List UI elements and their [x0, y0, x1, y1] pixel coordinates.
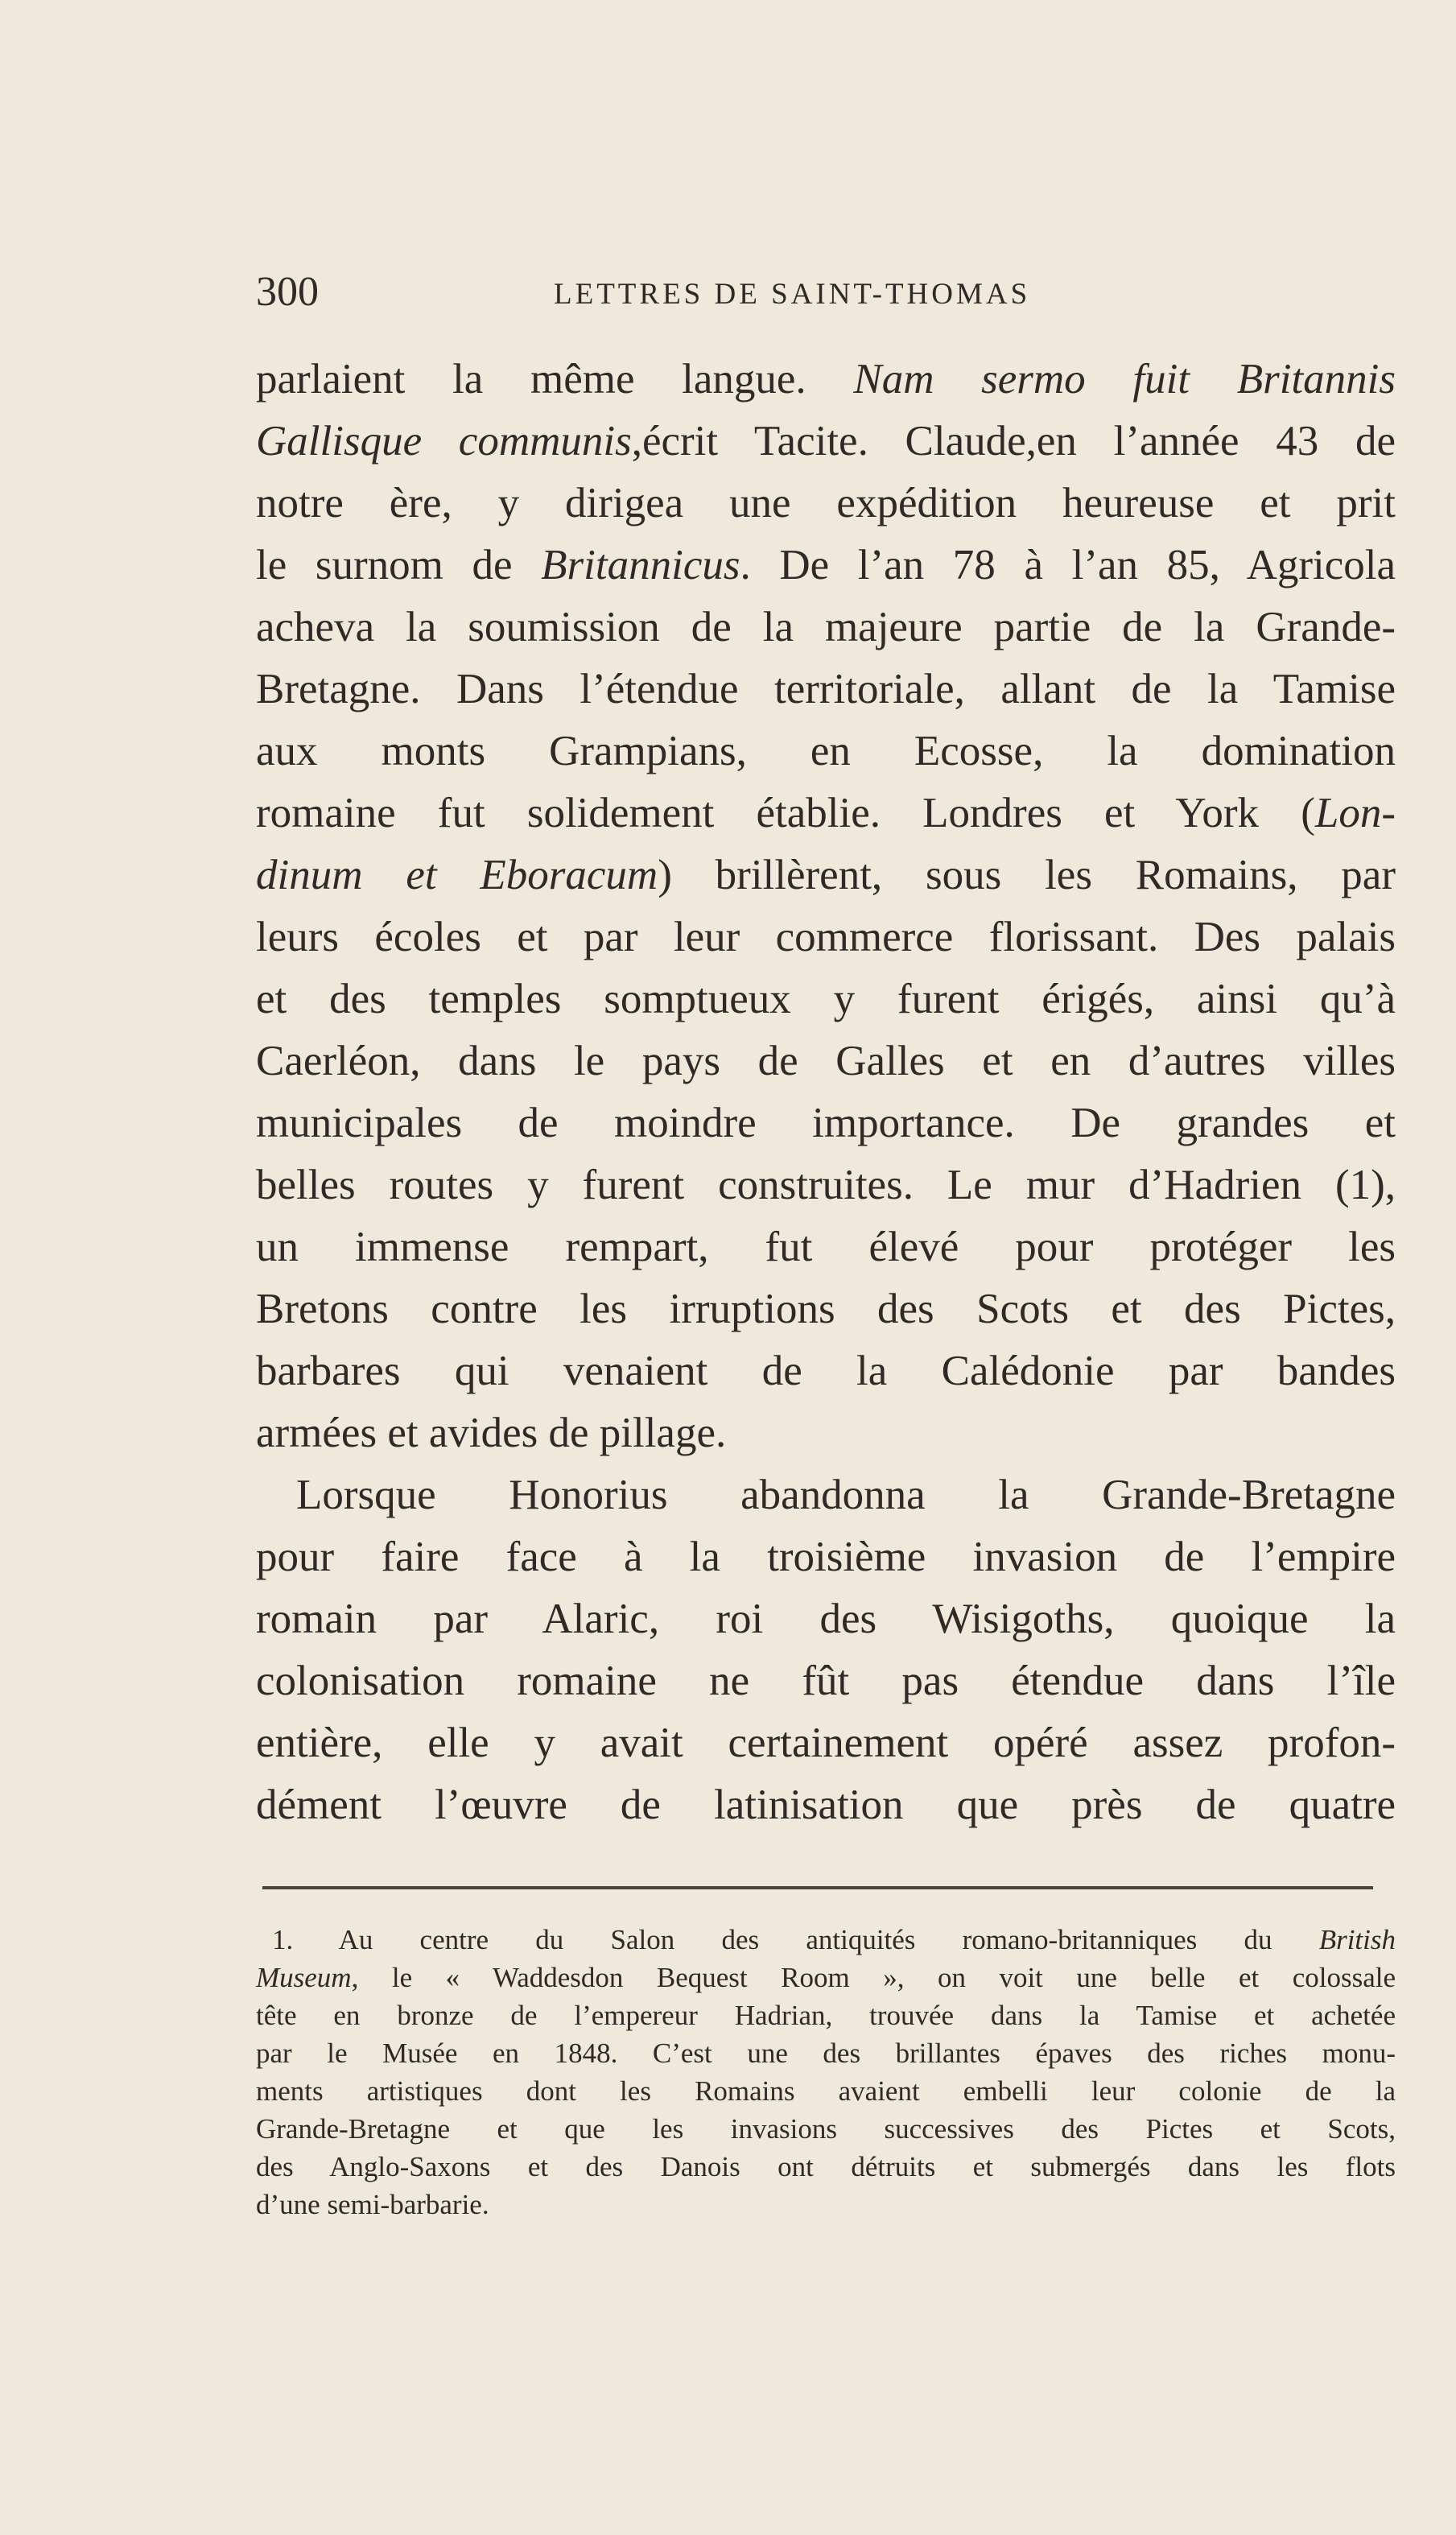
text-line: acheva la soumission de la majeure partie de la Grande-: [256, 604, 1396, 650]
text-line: Lorsque Honorius abandonna la Grande-Bretagne: [296, 1472, 1396, 1518]
text-line: parlaient la même langue. Nam sermo fuit Britannis: [256, 356, 1396, 403]
text-line: Caerléon, dans le pays de Galles et en d’autres villes: [256, 1038, 1396, 1084]
footnote-line: Grande-Bretagne et que les invasions successives des Pictes et Scots,: [256, 2113, 1396, 2145]
text-line: romaine fut solidement établie. Londres et York (Lon-: [256, 790, 1396, 836]
text-line: aux monts Grampians, en Ecosse, la domination: [256, 728, 1396, 774]
footnote-line: tête en bronze de l’empereur Hadrian, trouvée dans la Tamise et achetée: [256, 2000, 1396, 2031]
text-line: pour faire face à la troisième invasion de l’empire: [256, 1534, 1396, 1580]
text-line: notre ère, y dirigea une expédition heureuse et prit: [256, 480, 1396, 526]
text-line: dément l’œuvre de latinisation que près de quatre: [256, 1782, 1396, 1828]
footnote-line: des Anglo-Saxons et des Danois ont détruits et submergés dans les flots: [256, 2151, 1396, 2182]
text-line: Bretons contre les irruptions des Scots et des Pictes,: [256, 1286, 1396, 1332]
page-header: [256, 264, 1093, 320]
text-line: dinum et Eboracum) brillèrent, sous les Romains, par: [256, 852, 1396, 898]
text-line: colonisation romaine ne fût pas étendue dans l’île: [256, 1658, 1396, 1704]
footnote-line: Museum, le « Waddesdon Bequest Room », on voit une belle et colossale: [256, 1962, 1396, 1993]
text-line: municipales de moindre importance. De grandes et: [256, 1100, 1396, 1146]
footnote-line: par le Musée en 1848. C’est une des brillantes épaves des riches monu-: [256, 2037, 1396, 2069]
text-line: Gallisque communis,écrit Tacite. Claude,en l’année 43 de: [256, 418, 1396, 464]
page-number: 300: [256, 269, 319, 315]
footnote: [256, 1921, 1396, 2223]
text-line: belles routes y furent construites. Le mur d’Hadrien (1),: [256, 1162, 1396, 1208]
footnote-line: 1. Au centre du Salon des antiquités romano-britanniques du British: [272, 1924, 1396, 1955]
text-line: armées et avides de pillage.: [256, 1410, 727, 1456]
main-text: [256, 349, 1396, 1836]
text-line: barbares qui venaient de la Calédonie par bandes: [256, 1348, 1396, 1394]
text-line: romain par Alaric, roi des Wisigoths, quoique la: [256, 1596, 1396, 1642]
footnote-divider: [262, 1886, 1373, 1889]
text-line: leurs écoles et par leur commerce florissant. Des palais: [256, 914, 1396, 960]
text-line: et des temples somptueux y furent érigés, ainsi qu’à: [256, 976, 1396, 1022]
footnote-line: d’une semi-barbarie.: [256, 2189, 489, 2220]
footnote-line: ments artistiques dont les Romains avaient embelli leur colonie de la: [256, 2075, 1396, 2107]
text-line: un immense rempart, fut élevé pour protéger les: [256, 1224, 1396, 1270]
text-line: entière, elle y avait certainement opéré assez profon-: [256, 1720, 1396, 1766]
text-line: le surnom de Britannicus. De l’an 78 à l’an 85, Agricola: [256, 542, 1396, 588]
running-head: LETTRES DE SAINT-THOMAS: [554, 278, 1031, 311]
text-line: Bretagne. Dans l’étendue territoriale, allant de la Tamise: [256, 666, 1396, 712]
